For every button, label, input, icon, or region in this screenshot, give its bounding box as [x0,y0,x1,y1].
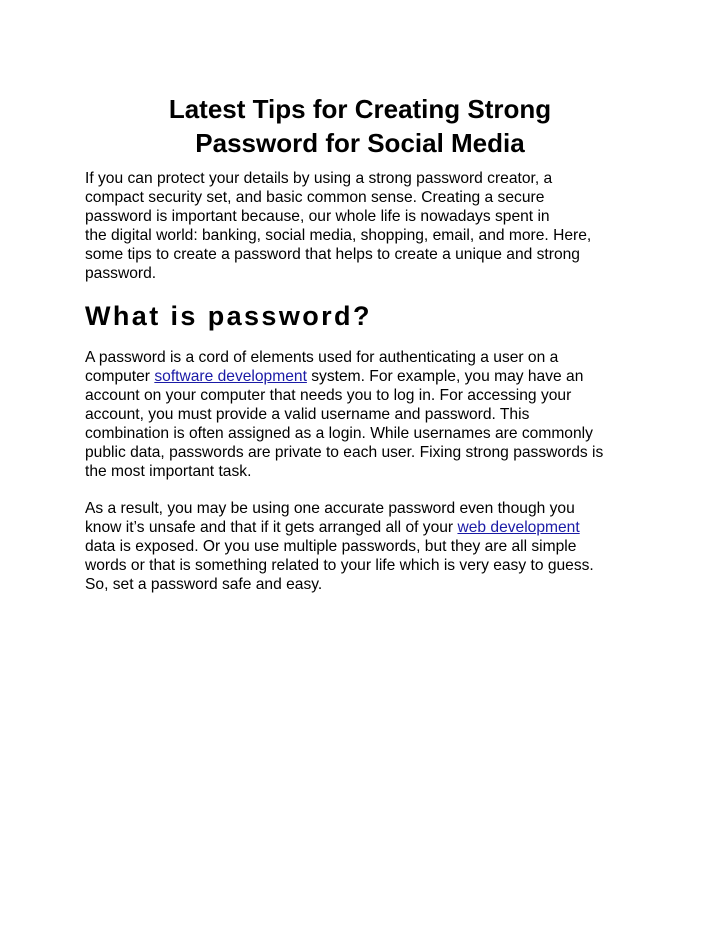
text-line: combination is often assigned as a login. While usernames are commonly [85,425,593,442]
text-line: If you can protect your details by using a strong password creator, a [85,170,553,187]
text-line: account on your computer that needs you to log in. For accessing your [85,387,572,404]
text-line [85,518,594,537]
title-line: Latest Tips for Creating Strong [168,94,552,124]
text-line: the digital world: banking, social media, shopping, email, and more. Here, [85,227,592,244]
text-line: data is exposed. Or you use multiple passwords, but they are all simple [85,538,577,555]
text-line: password is important because, our whole life is nowadays spent in [85,208,550,225]
software-development-link[interactable]: software development [154,368,307,385]
text-line: some tips to create a password that helps to create a unique and strong [85,246,580,263]
text-line: password. [85,265,157,282]
text-line: So, set a password safe and easy. [85,576,323,593]
web-development-link[interactable]: web development [457,519,580,536]
text-fragment: computer [85,368,155,385]
advice-paragraph [85,499,594,594]
text-line [85,367,603,386]
intro-paragraph [85,169,591,283]
text-line: the most important task. [85,463,252,480]
text-line: As a result, you may be using one accurate password even though you [85,500,575,517]
text-line: A password is a cord of elements used for authenticating a user on a [85,349,559,366]
text-line: public data, passwords are private to each user. Fixing strong passwords is [85,444,604,461]
section-heading: What is password? [85,301,372,331]
text-line: words or that is something related to your life which is very easy to guess. [85,557,594,574]
title-line: Password for Social Media [195,128,525,158]
definition-paragraph [85,348,603,481]
text-fragment: system. For example, you may have an [306,368,584,385]
text-line: compact security set, and basic common sense. Creating a secure [85,189,545,206]
page-title [0,92,720,160]
text-line: account, you must provide a valid username and password. This [85,406,530,423]
text-fragment: know it’s unsafe and that if it gets arranged all of your [85,519,458,536]
